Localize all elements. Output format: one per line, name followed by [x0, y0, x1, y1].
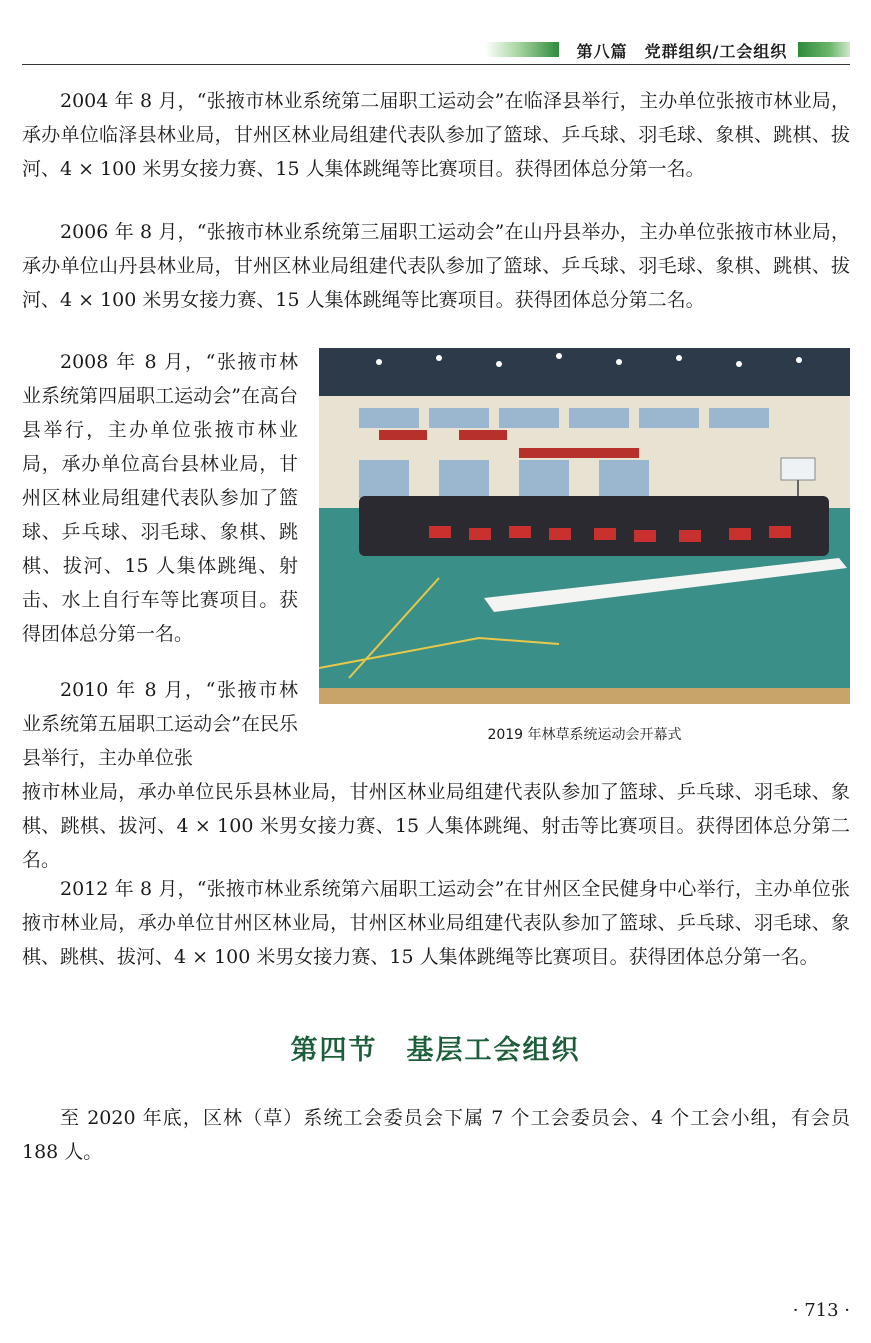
wood-floor-edge — [319, 688, 850, 704]
page-number: · 713 · — [792, 1300, 850, 1321]
header-decor-bar-left — [485, 42, 559, 57]
figure-caption: 2019 年林草系统运动会开幕式 — [487, 727, 682, 743]
gym-ceiling — [319, 348, 850, 396]
paragraph-2006: 2006 年 8 月，“张掖市林业系统第三届职工运动会”在山丹县举办，主办单位张掖市林业局，承办单位山丹县林业局，甘州区林业局组建代表队参加了篮球、乒乓球、羽毛球、象棋、跳棋、拔河、4 × 100 米男女接力赛、15 人集体跳绳等比赛项目。获得团体总分第二名。 — [22, 221, 850, 311]
photo-illustration — [319, 348, 850, 704]
section-heading: 第四节 基层工会组织 — [290, 1035, 581, 1066]
header-title: 第八篇 党群组织/工会组织 — [576, 42, 788, 61]
paragraph-2004: 2004 年 8 月，“张掖市林业系统第二届职工运动会”在临泽县举行，主办单位张掖市林业局，承办单位临泽县林业局，甘州区林业局组建代表队参加了篮球、乒乓球、羽毛球、象棋、跳棋、拔河、4 × 100 米男女接力赛、15 人集体跳绳等比赛项目。获得团体总分第一名。 — [22, 90, 850, 180]
paragraph-2010-start: 2010 年 8 月，“张掖市林业系统第五届职工运动会”在民乐县举行，主办单位张 — [22, 679, 298, 769]
paragraph-2010-continued: 掖市林业局，承办单位民乐县林业局，甘州区林业局组建代表队参加了篮球、乒乓球、羽毛球、象棋、跳棋、拔河、4 × 100 米男女接力赛、15 人集体跳绳、射击等比赛项目。获得团体总分第二名。 — [22, 781, 850, 871]
paragraph-union-summary: 至 2020 年底，区林（草）系统工会委员会下属 7 个工会委员会、4 个工会小组，有会员 188 人。 — [22, 1107, 850, 1163]
running-header — [22, 38, 850, 65]
header-decor-bar-right — [798, 42, 850, 57]
team-signs — [429, 526, 791, 542]
paragraph-2012: 2012 年 8 月，“张掖市林业系统第六届职工运动会”在甘州区全民健身中心举行，主办单位张掖市林业局，承办单位甘州区林业局，甘州区林业局组建代表队参加了篮球、乒乓球、羽毛球、象棋、跳棋、拔河、4 × 100 米男女接力赛、15 人集体跳绳等比赛项目。获得团体总分第一名。 — [22, 878, 850, 968]
paragraph-2008: 2008 年 8 月，“张掖市林业系统第四届职工运动会”在高台县举行，主办单位张掖市林业局，承办单位高台县林业局，甘州区林业局组建代表队参加了篮球、乒乓球、羽毛球、象棋、跳棋、拔河、15 人集体跳绳、射击、水上自行车等比赛项目。获得团体总分第一名。 — [22, 351, 298, 645]
sports-meet-opening-photo — [319, 348, 850, 704]
